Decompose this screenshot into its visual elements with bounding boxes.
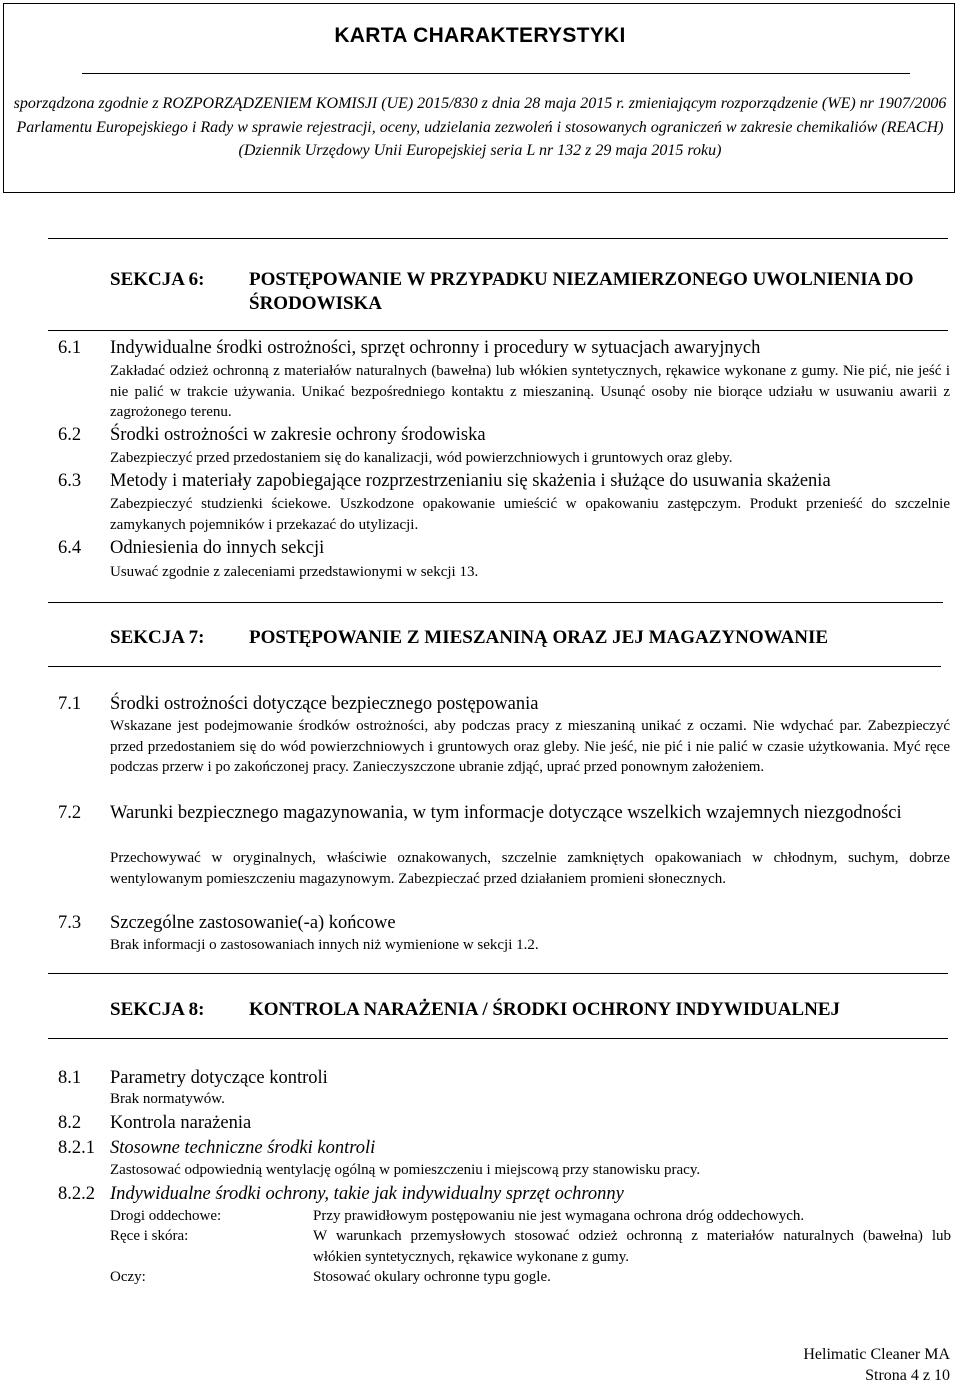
subsection-8-1-title: Parametry dotyczące kontroli xyxy=(110,1068,328,1088)
footer-page-number: Strona 4 z 10 xyxy=(865,1367,950,1384)
ppe-hands-skin-label: Ręce i skóra: xyxy=(110,1228,189,1244)
subsection-8-2-1-text: Zastosować odpowiednią wentylację ogólną w pomieszczeniu i miejscową przy stanowisku pracy. xyxy=(110,1162,701,1178)
section-7-bottom-rule xyxy=(48,666,941,667)
ppe-respiratory-label: Drogi oddechowe: xyxy=(110,1208,222,1224)
section-8-bottom-rule xyxy=(48,1038,948,1039)
subsection-7-1-number: 7.1 xyxy=(58,694,82,714)
section-6-title: POSTĘPOWANIE W PRZYPADKU NIEZAMIERZONEGO UWOLNIENIA DO ŚRODOWISKA xyxy=(249,269,914,314)
subsection-6-3-number: 6.3 xyxy=(58,471,82,491)
subsection-8-1-text: Brak normatywów. xyxy=(110,1091,225,1107)
section-8-label: SEKCJA 8: xyxy=(110,999,205,1020)
subsection-6-2-title: Środki ostrożności w zakresie ochrony środowiska xyxy=(110,425,486,445)
ppe-eyes-value: Stosować okulary ochronne typu gogle. xyxy=(313,1269,551,1285)
subsection-7-2-title: Warunki bezpiecznego magazynowania, w tym informacje dotyczące wszelkich wzajemnych niezgodności xyxy=(110,803,902,823)
section-8-title: KONTROLA NARAŻENIA / ŚRODKI OCHRONY INDYWIDUALNEJ xyxy=(249,999,841,1020)
section-8-top-rule xyxy=(48,973,948,974)
title-rule xyxy=(82,73,910,74)
subsection-6-1-number: 6.1 xyxy=(58,338,82,358)
ppe-eyes-label: Oczy: xyxy=(110,1269,146,1285)
subsection-6-4-title: Odniesienia do innych sekcji xyxy=(110,538,325,558)
subsection-6-3-title: Metody i materiały zapobiegające rozprzestrzenianiu się skażenia i służące do usuwania skażenia xyxy=(110,471,831,491)
subsection-7-3-text: Brak informacji o zastosowaniach innych niż wymienione w sekcji 1.2. xyxy=(110,937,539,953)
subsection-7-3-title: Szczególne zastosowanie(-a) końcowe xyxy=(110,913,396,933)
subsection-8-2-title: Kontrola narażenia xyxy=(110,1113,252,1133)
ppe-hands-skin-value: W warunkach przemysłowych stosować odzież ochronną z materiałów naturalnych (bawełna) lub włókien syntetycznych, rękawice wykonane z gumy. xyxy=(313,1228,951,1265)
subsection-6-1-text: Zakładać odzież ochronną z materiałów naturalnych (bawełna) lub włókien syntetycznych, rękawice wykonane z gumy. Nie pić, nie jeść i nie palić w trakcie używania. Unikać bezpośredniego kontaktu z mieszaniną. Usunąć osoby nie biorące udziału w usuwaniu awarii z zagrożonego terenu. xyxy=(110,363,950,420)
subsection-6-4-text: Usuwać zgodnie z zaleceniami przedstawionymi w sekcji 13. xyxy=(110,564,479,580)
regulation-subtitle: sporządzona zgodnie z ROZPORZĄDZENIEM KOMISJI (UE) 2015/830 z dnia 28 maja 2015 r. zmieniającym rozporządzenie (WE) nr 1907/2006 Parlamentu Europejskiego i Rady w sprawie rejestracji, oceny, udzielania zezwoleń i stosowanych ograniczeń w zakresie chemikaliów (REACH) (Dziennik Urzędowy Unii Europejskiej seria L nr 132 z 29 maja 2015 roku) xyxy=(13,95,947,159)
section-7-label: SEKCJA 7: xyxy=(110,627,205,648)
subsection-7-2-number: 7.2 xyxy=(58,803,82,823)
subsection-7-1-text: Wskazane jest podejmowanie środków ostrożności, aby podczas pracy z mieszaniną unikać z oczami. Nie wdychać par. Zabezpieczyć przed przedostaniem się do wód powierzchniowych i gruntowych oraz gleby. Nie jeść, nie pić i nie palić w czasie użytkowania. Myć ręce podczas przerw i po zakończonej pracy. Zanieczyszczone ubranie zdjąć, uprać przed ponownym założeniem. xyxy=(110,718,950,775)
footer-product-name: Helimatic Cleaner MA xyxy=(803,1346,950,1363)
subsection-6-3-text: Zabezpieczyć studzienki ściekowe. Uszkodzone opakowanie umieścić w opakowaniu zastępczym. Produkt przenieść do szczelnie zamykanych pojemników i przekazać do utylizacji. xyxy=(110,496,950,533)
subsection-8-2-1-title: Stosowne techniczne środki kontroli xyxy=(110,1138,376,1158)
section-7-top-rule xyxy=(48,602,943,603)
subsection-7-2-text: Przechowywać w oryginalnych, właściwie oznakowanych, szczelnie zamkniętych opakowaniach w chłodnym, suchym, dobrze wentylowanym pomieszczeniu magazynowym. Zabezpieczać przed działaniem promieni słonecznych. xyxy=(110,850,950,887)
section-6-top-rule xyxy=(48,238,948,239)
subsection-6-2-text: Zabezpieczyć przed przedostaniem się do kanalizacji, wód powierzchniowych i gruntowych oraz gleby. xyxy=(110,450,733,466)
subsection-6-1-title: Indywidualne środki ostrożności, sprzęt ochronny i procedury w sytuacjach awaryjnych xyxy=(110,338,761,358)
subsection-8-2-2-title: Indywidualne środki ochrony, takie jak indywidualny sprzęt ochronny xyxy=(110,1184,624,1204)
section-7-title: POSTĘPOWANIE Z MIESZANINĄ ORAZ JEJ MAGAZYNOWANIE xyxy=(249,627,829,648)
subsection-8-2-number: 8.2 xyxy=(58,1113,82,1133)
subsection-6-4-number: 6.4 xyxy=(58,538,82,558)
subsection-8-2-1-number: 8.2.1 xyxy=(58,1138,95,1158)
ppe-respiratory-value: Przy prawidłowym postępowaniu nie jest wymagana ochrona dróg oddechowych. xyxy=(313,1208,805,1224)
document-title: KARTA CHARAKTERYSTYKI xyxy=(334,24,626,47)
subsection-8-1-number: 8.1 xyxy=(58,1068,82,1088)
section-6-label: SEKCJA 6: xyxy=(110,269,205,290)
subsection-7-1-title: Środki ostrożności dotyczące bezpiecznego postępowania xyxy=(110,694,539,714)
subsection-7-3-number: 7.3 xyxy=(58,913,82,933)
subsection-8-2-2-number: 8.2.2 xyxy=(58,1184,95,1204)
section-6-bottom-rule xyxy=(48,330,948,331)
subsection-6-2-number: 6.2 xyxy=(58,425,82,445)
